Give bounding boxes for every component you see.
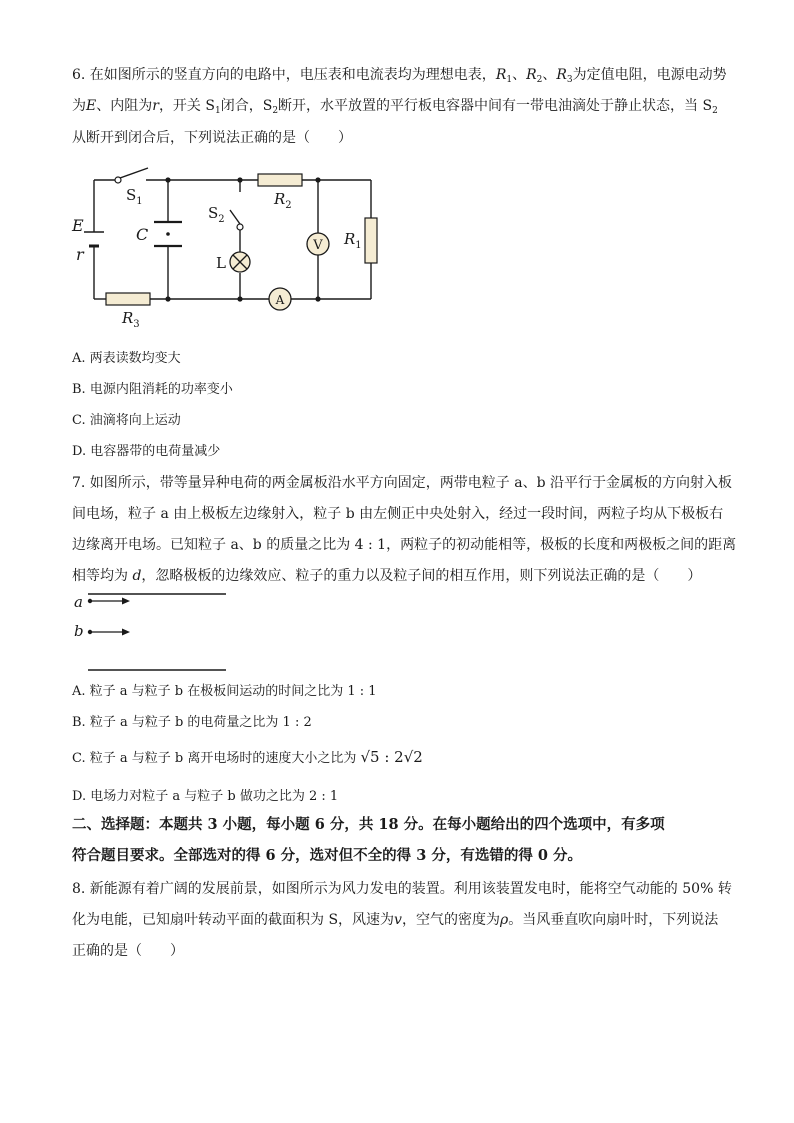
sub: 1 bbox=[214, 106, 221, 116]
q7-stem-line-1: 7. 如图所示，带等量异种电荷的两金属板沿水平方向固定，两带电粒子 a、b 沿平行于金属板的方向射入板 bbox=[72, 475, 733, 491]
var-rho: ρ bbox=[499, 912, 509, 928]
q6-text: 闭合，S bbox=[220, 98, 273, 114]
q8-text: 。当风垂直吹向扇叶时，下列说法 bbox=[508, 912, 719, 928]
resistor-r3 bbox=[106, 293, 150, 305]
q6-text: 为定值电阻，电源电动势 bbox=[572, 67, 727, 83]
q7-stem-line-3: 边缘离开电场。已知粒子 a、b 的质量之比为 4 : 1，两粒子的初动能相等，极板的长度和两极板之间的距离 bbox=[72, 537, 737, 553]
label-e: E bbox=[72, 216, 84, 235]
q8-text: 化为电能，已知扇叶转动平面的截面积为 S，风速为 bbox=[72, 912, 395, 928]
junction-dot bbox=[165, 296, 170, 301]
var-d: d bbox=[132, 568, 142, 584]
junction-dot bbox=[237, 177, 242, 182]
switch-s2-blade bbox=[230, 210, 240, 224]
q8-text: ，空气的密度为 bbox=[401, 912, 500, 928]
junction-dot bbox=[165, 177, 170, 182]
label-l: L bbox=[216, 254, 226, 272]
label-r3: $R_3$ bbox=[122, 309, 140, 330]
q7-stem-line-4 bbox=[72, 566, 701, 586]
q6-text: 断开，水平放置的平行板电容器中间有一带电油滴处于静止状态，当 S bbox=[278, 98, 713, 114]
switch-s1-contact bbox=[115, 177, 121, 183]
q6-text: 、 bbox=[512, 67, 527, 83]
q6-stem-line-2 bbox=[72, 96, 718, 116]
var-v: v bbox=[394, 912, 402, 928]
q6-stem-line-3: 从断开到闭合后，下列说法正确的是（ ） bbox=[72, 130, 352, 146]
junction-dot bbox=[237, 296, 242, 301]
q6-circuit-diagram bbox=[60, 160, 400, 340]
q7-stem-line-2: 间电场，粒子 a 由上极板左边缘射入，粒子 b 由左侧正中央处射入，经过一段时间，两粒子均从下极板右 bbox=[72, 506, 724, 522]
q8-stem-line-3: 正确的是（ ） bbox=[72, 943, 184, 959]
ammeter-label: A bbox=[275, 293, 285, 307]
oil-droplet bbox=[166, 232, 170, 236]
voltmeter-label: V bbox=[313, 238, 323, 253]
label-s2: $S_2$ bbox=[208, 204, 225, 225]
label-r: r bbox=[76, 245, 84, 264]
q6-text: 、 bbox=[542, 67, 557, 83]
q6-text: 为 bbox=[72, 98, 86, 114]
label-r1: $R_1$ bbox=[344, 230, 362, 251]
var-R: R bbox=[495, 67, 507, 83]
particle-b-label: b bbox=[74, 622, 84, 640]
var-R: R bbox=[526, 67, 537, 83]
q7-option-b: B. 粒子 a 与粒子 b 的电荷量之比为 1 : 2 bbox=[72, 715, 312, 730]
q6-option-c: C. 油滴将向上运动 bbox=[72, 413, 181, 428]
label-s1: $S_1$ bbox=[126, 186, 143, 207]
q8-stem-line-1: 8. 新能源有着广阔的发展前景，如图所示为风力发电的装置。利用该装置发电时，能将空气动能的 50% 转 bbox=[72, 881, 732, 897]
section-2-heading-line-2: 符合题目要求。全部选对的得 6 分，选对但不全的得 3 分，有选错的得 0 分。 bbox=[72, 847, 583, 864]
label-r2: $R_2$ bbox=[274, 190, 292, 211]
q6-option-a: A. 两表读数均变大 bbox=[72, 351, 181, 366]
q7-text: 相等均为 bbox=[72, 568, 133, 584]
section-2-heading-line-1: 二、选择题：本题共 3 小题，每小题 6 分，共 18 分。在每小题给出的四个选项中，有多项 bbox=[72, 816, 665, 833]
arrowhead-a bbox=[122, 598, 130, 605]
particle-a-label: a bbox=[74, 593, 83, 611]
q7-plates-diagram bbox=[70, 588, 240, 678]
var-E: E bbox=[86, 98, 97, 114]
label-c: C bbox=[136, 225, 149, 244]
var-R: R bbox=[556, 67, 567, 83]
switch-s2-contact bbox=[237, 224, 243, 230]
q7-option-c-ratio: √5 : 2√2 bbox=[360, 748, 423, 766]
switch-s1-blade bbox=[120, 168, 148, 178]
q7-option-d: D. 电场力对粒子 a 与粒子 b 做功之比为 2 : 1 bbox=[72, 789, 339, 804]
q7-text: ，忽略极板的边缘效应、粒子的重力以及粒子间的相互作用，则下列说法正确的是（ ） bbox=[141, 568, 702, 584]
q8-stem-line-2 bbox=[72, 910, 718, 930]
junction-dot bbox=[315, 296, 320, 301]
resistor-r1 bbox=[365, 218, 377, 263]
q6-option-d: D. 电容器带的电荷量减少 bbox=[72, 444, 221, 459]
q6-text: ，开关 S bbox=[158, 98, 215, 114]
var-r: r bbox=[152, 98, 159, 114]
q7-option-a: A. 粒子 a 与粒子 b 在极板间运动的时间之比为 1 : 1 bbox=[72, 684, 377, 699]
q6-text: 6. 在如图所示的竖直方向的电路中，电压表和电流表均为理想电表， bbox=[72, 67, 496, 83]
sub: 2 bbox=[712, 106, 718, 116]
q6-text: 、内阻为 bbox=[96, 98, 153, 114]
q7-option-c bbox=[72, 747, 423, 769]
sub: 3 bbox=[566, 75, 573, 85]
resistor-r2 bbox=[258, 174, 302, 186]
q6-stem-line-1 bbox=[72, 65, 727, 85]
arrowhead-b bbox=[122, 629, 130, 636]
sub: 2 bbox=[272, 106, 279, 116]
sub: 1 bbox=[506, 75, 513, 85]
junction-dot bbox=[315, 177, 320, 182]
q7-option-c-text: C. 粒子 a 与粒子 b 离开电场时的速度大小之比为 bbox=[72, 751, 361, 766]
sub: 2 bbox=[536, 75, 543, 85]
q6-option-b: B. 电源内阻消耗的功率变小 bbox=[72, 382, 233, 397]
